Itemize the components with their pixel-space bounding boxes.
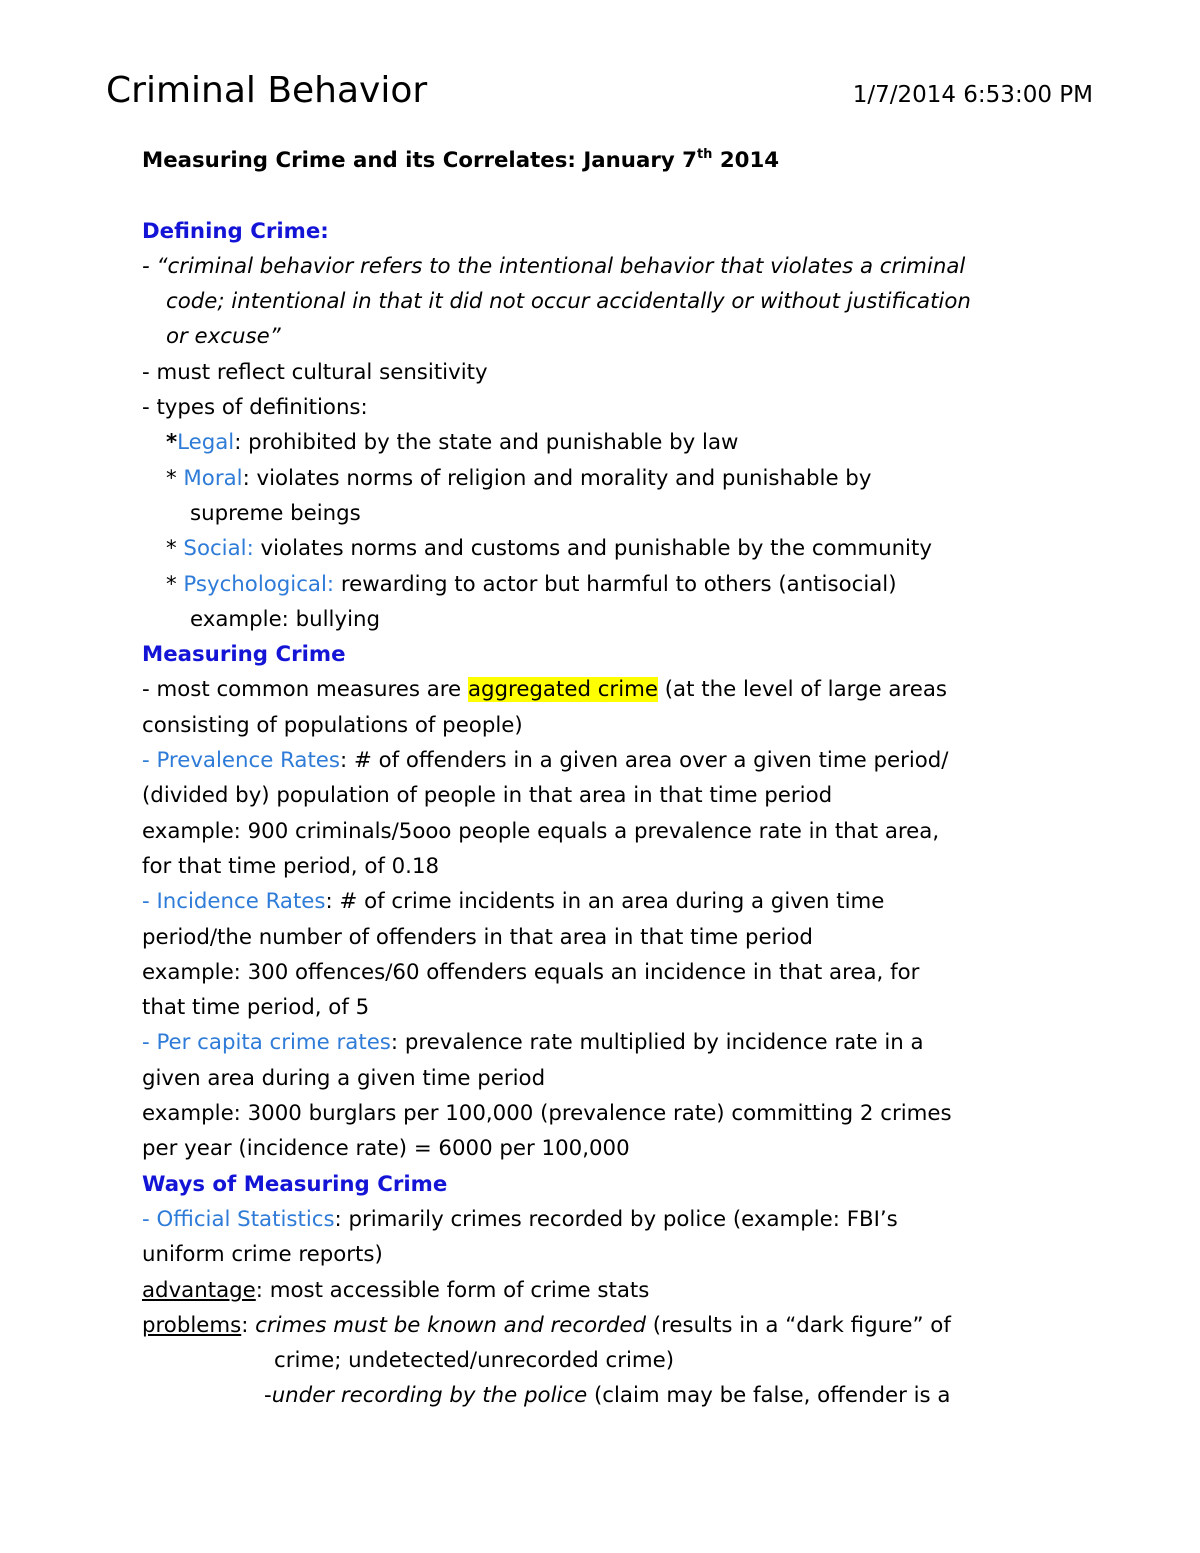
section-heading-measuring-crime: Measuring Crime (142, 642, 346, 668)
term-moral: Moral (183, 465, 243, 491)
incidence-rates-example: example: 300 offences/60 offenders equals an incidence in that area, for (142, 959, 920, 985)
lecture-subtitle (142, 143, 1072, 178)
problems-colon: : (241, 1312, 256, 1338)
bullet-cultural-sensitivity: - must reflect cultural sensitivity (142, 359, 488, 385)
official-statistics-definition: : primarily crimes recorded by police (example: FBI’s (334, 1206, 898, 1232)
problem-dark-figure: (results in a “dark figure” of (646, 1312, 951, 1338)
definition-type-psychological (142, 567, 1072, 602)
bullet-dash: - (142, 1206, 157, 1232)
prevalence-rates-example: example: 900 criminals/5ooo people equals a prevalence rate in that area, (142, 818, 940, 844)
incidence-rates-line-1 (142, 884, 1072, 919)
advantage-line (142, 1273, 1072, 1308)
incidence-definition: : # of crime incidents in an area during a given time (325, 889, 885, 915)
prevalence-rates-line-1 (142, 743, 1072, 778)
prevalence-rates-example-end: for that time period, of 0.18 (142, 853, 440, 879)
common-measures-text-end: (at the level of large areas (657, 677, 947, 703)
common-measures-line-2: consisting of populations of people) (142, 712, 523, 738)
bullet-types-of-definitions: - types of definitions: (142, 395, 368, 421)
definition-text: rewarding to actor but harmful to others (antisocial) (334, 571, 897, 597)
definition-quote-line-3: or excuse” (166, 324, 281, 350)
subtitle-superscript: th (696, 147, 713, 162)
term-official-statistics: Official Statistics (156, 1206, 335, 1232)
term-psychological: Psychological: (183, 571, 335, 597)
bullet-star: * (166, 430, 178, 456)
document-body (142, 143, 1072, 1414)
spacer (142, 178, 1072, 213)
incidence-rates-line-2: period/the number of offenders in that area in that time period (142, 924, 813, 950)
section-heading-defining-crime: Defining Crime: (142, 218, 329, 244)
bullet-star: * (166, 536, 184, 562)
bullet-star: * (166, 465, 184, 491)
per-capita-line-2: given area during a given time period (142, 1065, 546, 1091)
subtitle-year: 2014 (712, 148, 780, 173)
bullet-star: * (166, 571, 184, 597)
definition-type-moral-continued: supreme beings (190, 500, 361, 526)
definition-text: : violates norms of religion and morality and punishable by (242, 465, 872, 491)
bullet-dash: - (142, 1030, 157, 1056)
problem-under-recording-detail: (claim may be false, offender is a (587, 1383, 951, 1409)
definition-type-psychological-example: example: bullying (190, 606, 380, 632)
label-advantage: advantage (142, 1277, 256, 1303)
prevalence-definition: : # of offenders in a given area over a given time period/ (340, 748, 949, 774)
term-incidence-rates: Incidence Rates (156, 889, 326, 915)
highlighted-aggregated-crime: aggregated crime (467, 677, 658, 703)
definition-text: : prohibited by the state and punishable by law (234, 430, 739, 456)
incidence-rates-example-end: that time period, of 5 (142, 995, 370, 1021)
official-statistics-line-2: uniform crime reports) (142, 1242, 383, 1268)
prevalence-rates-line-2: (divided by) population of people in that area in that time period (142, 783, 833, 809)
problem-known-recorded: crimes must be known and recorded (255, 1312, 646, 1338)
problems-line-3 (142, 1378, 1072, 1413)
common-measures-text: - most common measures are (142, 677, 468, 703)
per-capita-example-end: per year (incidence rate) = 6000 per 100,000 (142, 1136, 630, 1162)
definition-type-legal (142, 425, 1072, 460)
official-statistics-line-1 (142, 1202, 1072, 1237)
term-legal: Legal (177, 430, 235, 456)
term-social: Social: (183, 536, 254, 562)
document-title: Criminal Behavior (106, 70, 428, 111)
subtitle-text: Measuring Crime and its Correlates: January 7 (142, 148, 697, 173)
label-problems: problems (142, 1312, 242, 1338)
problem-under-recording: under recording by the police (271, 1383, 588, 1409)
definition-quote-line-2: code; intentional in that it did not occur accidentally or without justification (166, 289, 971, 315)
definition-type-social (142, 531, 1072, 566)
term-per-capita-crime-rates: Per capita crime rates (156, 1030, 391, 1056)
bullet-dash: - (264, 1383, 272, 1409)
per-capita-line-1 (142, 1025, 1072, 1060)
problems-line-2: crime; undetected/unrecorded crime) (274, 1348, 675, 1374)
bullet-dash: - (142, 889, 157, 915)
document-timestamp: 1/7/2014 6:53:00 PM (852, 82, 1093, 108)
definition-type-moral (142, 461, 1072, 496)
per-capita-definition: : prevalence rate multiplied by incidence rate in a (390, 1030, 924, 1056)
term-prevalence-rates: Prevalence Rates (156, 748, 341, 774)
quote-text: - “criminal behavior refers to the intentional behavior that violates a criminal (142, 253, 966, 279)
definition-quote-line-1 (142, 249, 1072, 284)
section-heading-ways-of-measuring: Ways of Measuring Crime (142, 1171, 448, 1197)
common-measures-line-1 (142, 672, 1072, 707)
bullet-dash: - (142, 748, 157, 774)
per-capita-example: example: 3000 burglars per 100,000 (prevalence rate) committing 2 crimes (142, 1101, 952, 1127)
definition-text: violates norms and customs and punishable by the community (253, 536, 932, 562)
problems-line-1 (142, 1308, 1072, 1343)
advantage-text: : most accessible form of crime stats (255, 1277, 650, 1303)
